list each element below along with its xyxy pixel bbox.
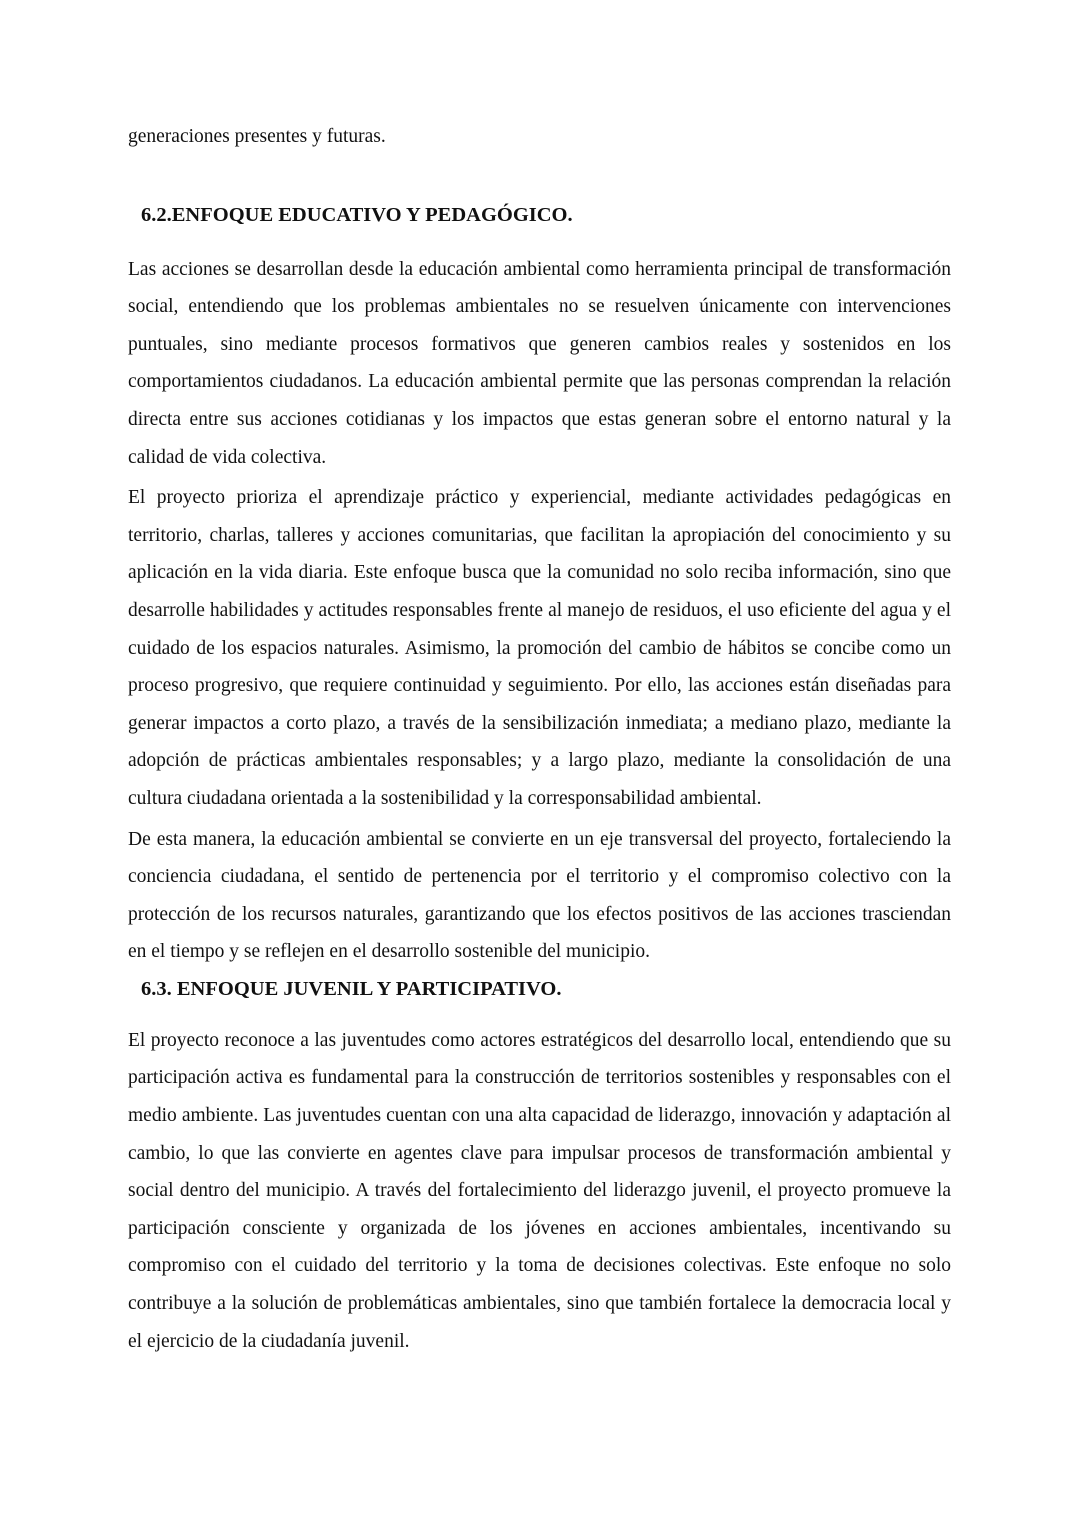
section-heading-6-2: 6.2.ENFOQUE EDUCATIVO Y PEDAGÓGICO. — [141, 203, 573, 226]
spacer — [128, 234, 951, 251]
spacer — [128, 1008, 951, 1022]
spacer — [128, 156, 951, 197]
section-6-3-paragraph-1: El proyecto reconoce a las juventudes como actores estratégicos del desarrollo local, entendiendo que su participación activa es fundamental para la construcción de territorios sostenibles y responsables con el medio ambiente. Las juventudes cuentan con una alta capacidad de liderazgo, innovación y adaptación al cambio, lo que las convierte en agentes clave para impulsar procesos de transformación ambiental y social dentro del municipio. A través del fortalecimiento del liderazgo juvenil, el proyecto promueve la participación consciente y organizada de los jóvenes en acciones ambientales, incentivando su compromiso con el cuidado del territorio y la toma de decisiones colectivas. Este enfoque no solo contribuye a la solución de problemáticas ambientales, sino que también fortalece la democracia local y el ejercicio de la ciudadanía juvenil. — [128, 1029, 951, 1352]
section-6-2-paragraph-3: De esta manera, la educación ambiental se convierte en un eje transversal del proyecto, fortaleciendo la conciencia ciudadana, el sentido de pertenencia por el territorio y el compromiso colectivo con la protección de los recursos naturales, garantizando que los efectos positivos de las acciones trasciendan en el tiempo y se reflejen en el desarrollo sostenible del municipio. — [128, 828, 951, 963]
section-6-2-paragraph-2: El proyecto prioriza el aprendizaje práctico y experiencial, mediante actividades pedagógicas en territorio, charlas, talleres y acciones comunitarias, que facilitan la apropiación del conocimiento y su aplicación en la vida diaria. Este enfoque busca que la comunidad no solo reciba información, sino que desarrolle habilidades y actitudes responsables frente al manejo de residuos, el uso eficiente del agua y el cuidado de los espacios naturales. Asimismo, la promoción del cambio de hábitos se concibe como un proceso progresivo, que requiere continuidad y seguimiento. Por ello, las acciones están diseñadas para generar impactos a corto plazo, a través de la sensibilización inmediata; a mediano plazo, mediante la adopción de prácticas ambientales responsables; y a largo plazo, mediante la consolidación de una cultura ciudadana orientada a la sostenibilidad y la corresponsabilidad ambiental. — [128, 487, 951, 809]
section-6-2-paragraph-1: Las acciones se desarrollan desde la educación ambiental como herramienta principal de transformación social, entendiendo que los problemas ambientales no se resuelven únicamente con intervenciones puntuales, sino mediante procesos formativos que generen cambios reales y sostenidos en los comportamientos ciudadanos. La educación ambiental permite que las personas comprendan la relación directa entre sus acciones cotidianas y los impactos que estas generan sobre el entorno natural y la calidad de vida colectiva. — [128, 258, 951, 468]
intro-tail-paragraph: generaciones presentes y futuras. — [128, 126, 386, 147]
page-content — [128, 118, 951, 1360]
section-heading-6-3: 6.3. ENFOQUE JUVENIL Y PARTICIPATIVO. — [141, 977, 562, 1000]
